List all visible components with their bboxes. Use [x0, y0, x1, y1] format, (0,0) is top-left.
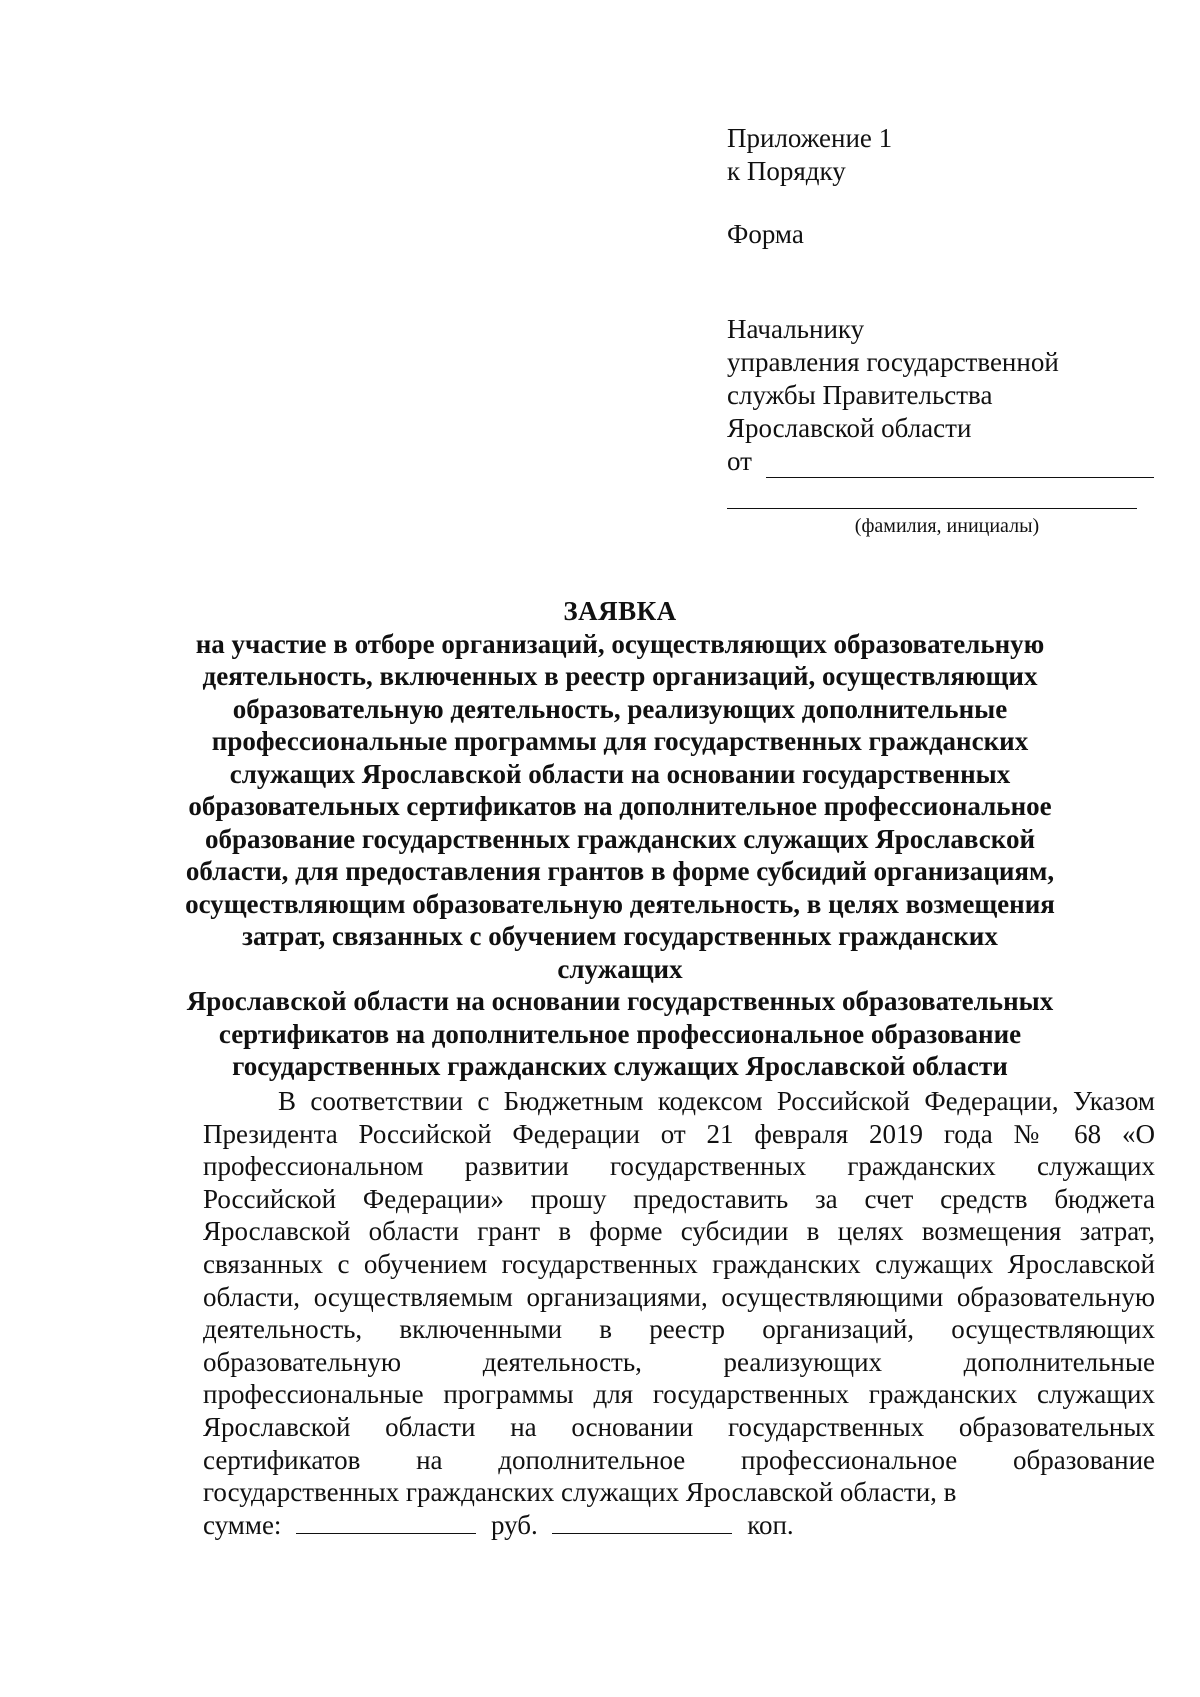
addressee-line-4: Ярославской области	[727, 413, 972, 443]
kop-amount-field[interactable]	[552, 1511, 732, 1534]
name-blank-field[interactable]	[727, 478, 1137, 509]
application-body	[203, 1085, 1155, 1541]
body-paragraph: В соответствии с Бюджетным кодексом Российской Федерации, Указом Президента Российской Федерации от 21 февраля 2019 года № 68 «О профессиональном развитии государственных гражданских служащих Российской Федерации» прошу предоставить за счет средств бюджета Ярославской области грант в форме субсидии в целях возмещения затрат, связанных с обучением государственных гражданских служащих Ярославской области, осуществляемым организациями, осуществляющими образовательную деятельность, включенными в реестр организаций, осуществляющих образовательную деятельность, реализующих дополнительные профессиональные программы для государственных гражданских служащих Ярославской области на основании государственных образовательных сертификатов на дополнительное профессиональное образование государственных гражданских служащих Ярославской области, в	[203, 1086, 1155, 1508]
subtitle-line-7: образование государственных гражданских служащих Ярославской	[204, 823, 1036, 854]
document-heading: ЗАЯВКА	[563, 596, 677, 626]
rub-amount-field[interactable]	[296, 1511, 476, 1534]
from-label: от	[727, 446, 752, 476]
form-label: Форма	[727, 219, 804, 249]
addressee-line-2: управления государственной	[727, 347, 1059, 377]
name-caption: (фамилия, инициалы)	[854, 515, 1040, 537]
subtitle-line-9: осуществляющим образовательную деятельность, в целях возмещения	[185, 888, 1055, 919]
rub-label: руб.	[490, 1509, 538, 1540]
from-line	[727, 445, 1167, 478]
subtitle-line-8: области, для предоставления грантов в форме субсидий организациям,	[185, 856, 1055, 886]
subtitle-line-5: служащих Ярославской области на основании государственных	[229, 758, 1011, 789]
appendix-line: Приложение 1	[727, 123, 893, 153]
subtitle-line-12: сертификатов на дополнительное профессиональное образование	[218, 1018, 1022, 1049]
from-blank-field[interactable]	[766, 451, 1154, 478]
addressee-line-1: Начальнику	[727, 314, 865, 344]
kop-label: коп.	[747, 1509, 794, 1540]
subtitle-line-13: государственных гражданских служащих Ярославской области	[232, 1051, 1008, 1081]
subtitle-line-3: образовательную деятельность, реализующих дополнительные	[232, 693, 1008, 724]
order-line: к Порядку	[727, 156, 846, 186]
subtitle-line-11: Ярославской области на основании государственных образовательных	[186, 986, 1054, 1016]
sum-line	[203, 1509, 1155, 1542]
application-title	[180, 595, 1060, 1083]
sum-label: сумме:	[203, 1509, 282, 1540]
subtitle-line-10: затрат, связанных с обучением государственных гражданских служащих	[242, 921, 998, 984]
subtitle-line-6: образовательных сертификатов на дополнительное профессиональное	[188, 791, 1052, 821]
subtitle-line-1: на участие в отборе организаций, осуществляющих образовательную	[195, 628, 1045, 659]
addressee-line-3: службы Правительства	[727, 380, 993, 410]
subtitle-line-2: деятельность, включенных в реестр организаций, осуществляющих	[202, 661, 1038, 691]
header-block	[727, 122, 1167, 539]
subtitle-line-4: профессиональные программы для государственных гражданских	[211, 726, 1029, 756]
